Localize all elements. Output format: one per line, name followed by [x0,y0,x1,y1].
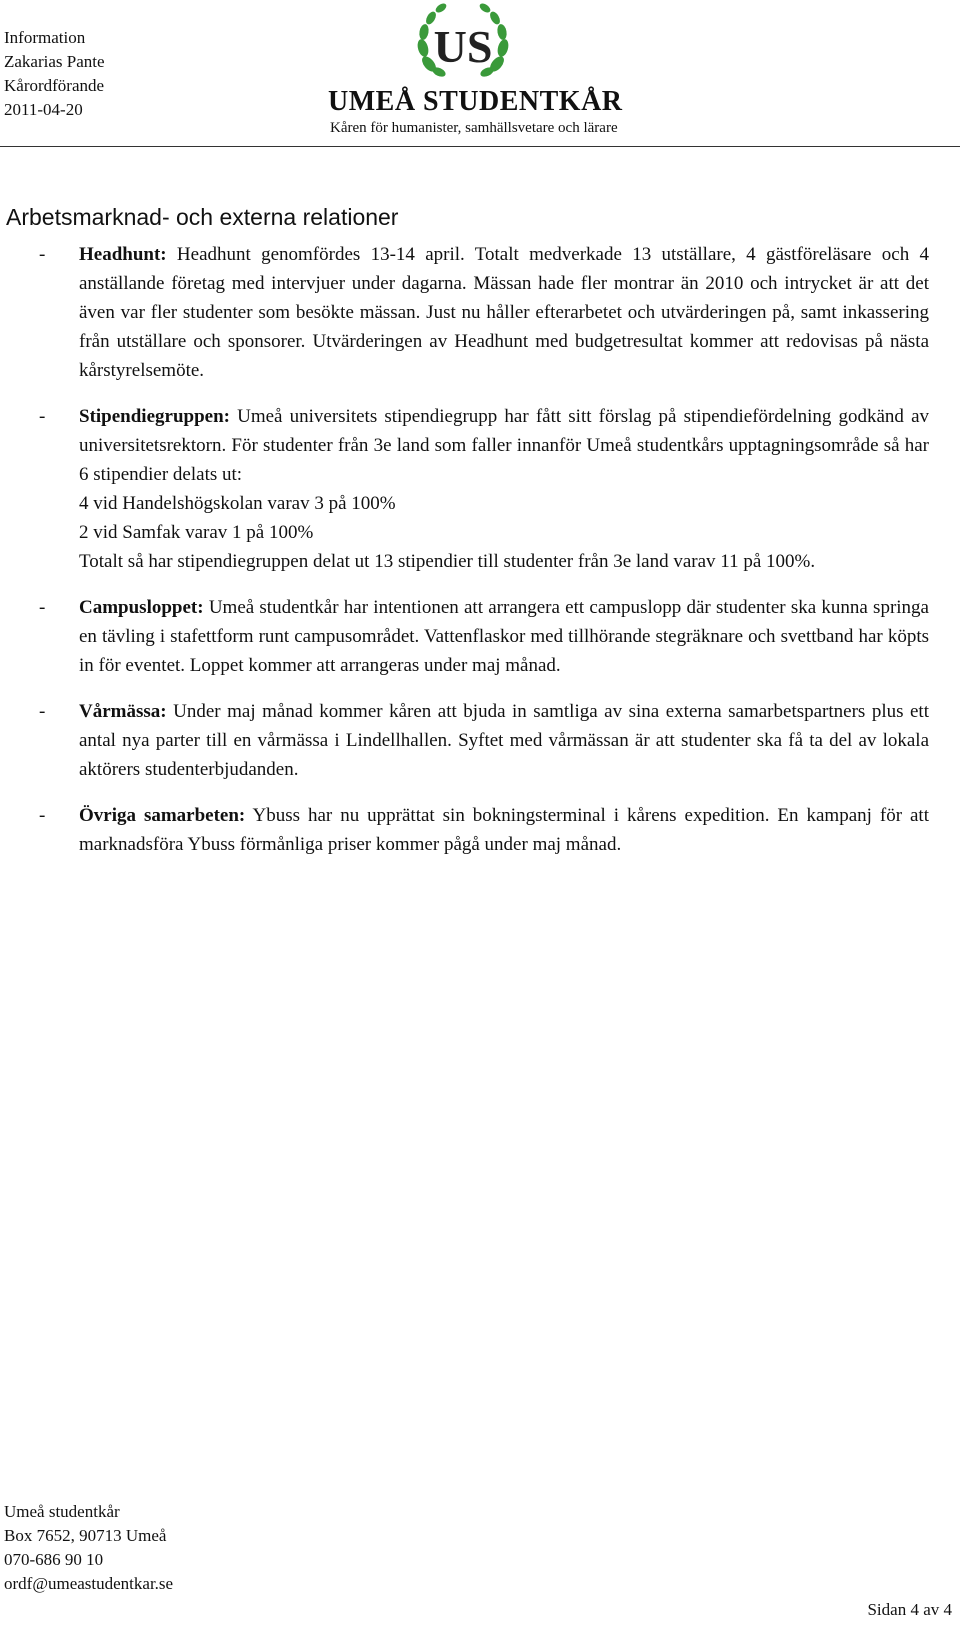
bullet-text: Headhunt genomfördes 13-14 april. Totalt medverkade 13 utställare, 4 gästföreläsare och 4 anställande företag med intervjuer under dagarna. Mässan hade fler montrar än 2010 och intrycket är att det även var fler studenter som besökte mässan. Just nu håller efterarbetet och utvärderingen på, samt inkassering från utställare och sponsorer. Utvärderingen av Headhunt med budgetresultat kommer att redovisas på nästa kårstyrelsemöte. [79,244,929,381]
bullet-title: Campusloppet: [79,597,204,618]
page-number: Sidan 4 av 4 [867,1600,952,1619]
meta-date: 2011-04-20 [4,100,83,119]
stipend-line-total: Totalt så har stipendiegruppen delat ut 13 stipendier till studenter från 3e land varav 11 på 100%. [79,551,816,572]
header-divider [0,146,960,147]
stipend-line-handelshogskolan: 4 vid Handelshögskolan varav 3 på 100% [79,493,396,514]
document-meta [4,26,105,122]
bullet-varmassa [39,697,929,784]
footer-contact [4,1500,173,1596]
bullet-text: Umeå universitets stipendiegrupp har fått sitt förslag på stipendiefördelning godkänd av universitetsrektorn. För studenter från 3e land som faller innanför Umeå studentkårs upptagningsområde så har 6 stipendier delats ut: [79,406,929,485]
bullet-text: Under maj månad kommer kåren att bjuda in samtliga av sina externa samarbetspartners plus ett antal nya parter till en vårmässa i Lindellhallen. Syftet med vårmässan är att studenter ska få ta del av lokala aktörers studenterbjudanden. [79,701,929,780]
bullet-title: Övriga samarbeten: [79,805,246,826]
footer-org: Umeå studentkår [4,1502,120,1521]
footer-phone: 070-686 90 10 [4,1550,104,1569]
bullet-title: Headhunt: [79,244,167,265]
organization-name: UMEÅ STUDENTKÅR [328,86,623,117]
umea-studentkar-logo [415,2,511,84]
bullet-dash: - [39,701,46,722]
footer-address: Box 7652, 90713 Umeå [4,1526,167,1545]
bullet-dash: - [39,597,46,618]
bullet-text: Umeå studentkår har intentionen att arrangera ett campuslopp där studenter ska kunna springa en tävling i stafettform runt campusområdet. Vattenflaskor med tillhörande stegräknare och svettband har köpts in för eventet. Loppet kommer att arrangeras under maj månad. [79,597,929,676]
organization-tagline: Kåren för humanister, samhällsvetare och lärare [330,120,618,136]
bullet-text: Ybuss har nu upprättat sin bokningsterminal i kårens expedition. En kampanj för att marknadsföra Ybuss förmånliga priser kommer pågå under maj månad. [79,805,929,855]
bullet-ovriga-samarbeten [39,801,929,859]
bullet-dash: - [39,805,46,826]
bullet-stipendiegruppen [39,402,929,576]
bullet-title: Stipendiegruppen: [79,406,230,427]
bullet-title: Vårmässa: [79,701,167,722]
bullet-dash: - [39,244,46,265]
section-heading: Arbetsmarknad- och externa relationer [6,204,399,230]
logo-letters: US [433,21,493,72]
bullet-dash: - [39,406,46,427]
footer-email: ordf@umeastudentkar.se [4,1574,174,1593]
meta-type: Information [4,28,86,47]
meta-author: Zakarias Pante [4,52,105,71]
section-body [39,240,929,876]
meta-role: Kårordförande [4,76,105,95]
bullet-campusloppet [39,593,929,680]
stipend-line-samfak: 2 vid Samfak varav 1 på 100% [79,522,314,543]
bullet-headhunt [39,240,929,385]
